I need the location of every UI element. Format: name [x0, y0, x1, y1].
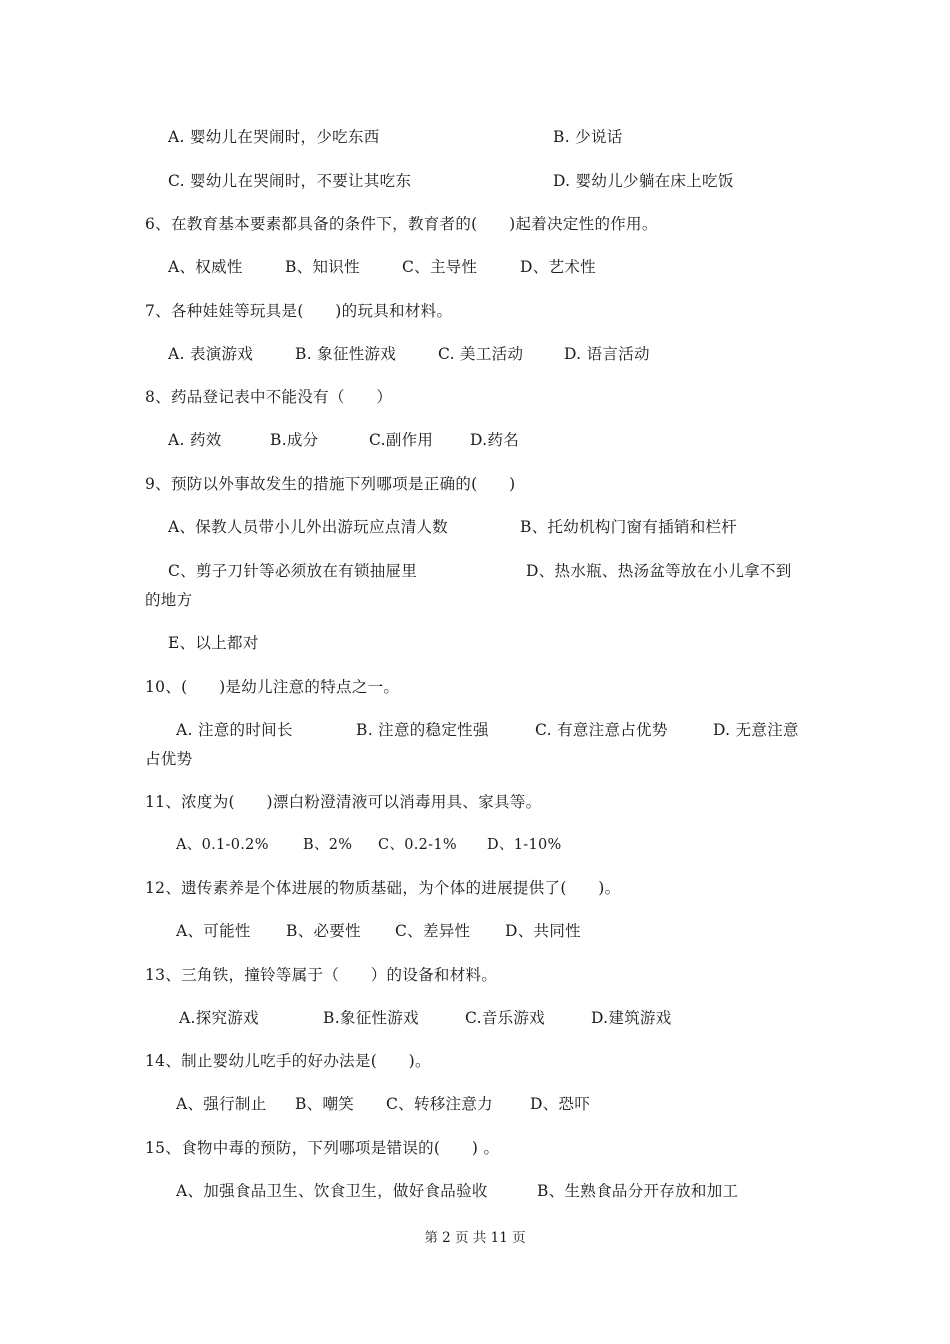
q9-option-b: B、托幼机构门窗有插销和栏杆 [520, 518, 738, 536]
q9-option-d: D、热水瓶、热汤盆等放在小儿拿不到 [526, 562, 792, 580]
q11-option-d: D、1-10% [487, 837, 562, 853]
q10-option-c: C. 有意注意占优势 [535, 721, 668, 739]
q11-stem: 11、浓度为( )漂白粉澄清液可以消毒用具、家具等。 [145, 793, 542, 811]
q14-option-a: A、强行制止 [176, 1095, 267, 1113]
q7-option-a: A. 表演游戏 [168, 345, 254, 363]
q9-option-d-continued: 的地方 [145, 591, 193, 609]
q9-option-e: E、以上都对 [168, 634, 259, 652]
q10-option-b: B. 注意的稳定性强 [356, 721, 489, 739]
q6-stem: 6、在教育基本要素都具备的条件下，教育者的( )起着决定性的作用。 [145, 215, 658, 233]
q9-option-a: A、保教人员带小儿外出游玩应点清人数 [168, 518, 449, 536]
q12-option-b: B、必要性 [286, 922, 361, 940]
q13-option-b: B.象征性游戏 [323, 1009, 419, 1027]
q14-stem: 14、制止婴幼儿吃手的好办法是( )。 [145, 1052, 431, 1070]
q13-option-c: C.音乐游戏 [465, 1009, 546, 1027]
q12-option-d: D、共同性 [505, 922, 581, 940]
q14-option-b: B、嘲笑 [295, 1095, 355, 1113]
q7-stem: 7、各种娃娃等玩具是( )的玩具和材料。 [145, 302, 453, 320]
q14-option-c: C、转移注意力 [386, 1095, 493, 1113]
q5-option-a: A. 婴幼儿在哭闹时，少吃东西 [168, 128, 380, 146]
q6-option-d: D、艺术性 [520, 258, 596, 276]
q13-option-d: D.建筑游戏 [591, 1009, 672, 1027]
q11-option-a: A、0.1-0.2% [176, 837, 269, 853]
q7-option-b: B. 象征性游戏 [295, 345, 397, 363]
q15-option-a: A、加强食品卫生、饮食卫生，做好食品验收 [176, 1182, 488, 1200]
q5-option-b: B. 少说话 [553, 128, 623, 146]
q13-option-a: A.探究游戏 [179, 1009, 259, 1027]
q9-option-c: C、剪子刀针等必须放在有锁抽屉里 [168, 562, 418, 580]
q6-option-b: B、知识性 [285, 258, 360, 276]
q8-option-c: C.副作用 [369, 431, 434, 449]
q8-option-a: A. 药效 [168, 431, 222, 449]
q10-option-a: A. 注意的时间长 [176, 721, 293, 739]
q7-option-d: D. 语言活动 [564, 345, 650, 363]
q11-option-c: C、0.2-1% [378, 837, 457, 853]
q10-stem: 10、( )是幼儿注意的特点之一。 [145, 678, 400, 696]
q12-stem: 12、遗传素养是个体进展的物质基础，为个体的进展提供了( )。 [145, 879, 621, 897]
q6-option-a: A、权威性 [168, 258, 243, 276]
q12-option-a: A、可能性 [176, 922, 251, 940]
q10-option-d: D. 无意注意 [713, 721, 799, 739]
q9-stem: 9、预防以外事故发生的措施下列哪项是正确的( ) [145, 475, 516, 493]
page-number-footer: 第 2 页 共 11 页 [424, 1230, 526, 1246]
q5-option-c: C. 婴幼儿在哭闹时，不要让其吃东 [168, 172, 412, 190]
q13-stem: 13、三角铁，撞铃等属于（ ）的设备和材料。 [145, 966, 498, 984]
q12-option-c: C、差异性 [395, 922, 471, 940]
q11-option-b: B、2% [303, 837, 353, 853]
q14-option-d: D、恐吓 [530, 1095, 591, 1113]
q7-option-c: C. 美工活动 [438, 345, 524, 363]
q15-option-b: B、生熟食品分开存放和加工 [537, 1182, 739, 1200]
q6-option-c: C、主导性 [402, 258, 478, 276]
q8-stem: 8、药品登记表中不能没有（ ） [145, 388, 393, 406]
q8-option-b: B.成分 [270, 431, 319, 449]
q10-option-d-continued: 占优势 [145, 750, 193, 768]
q15-stem: 15、食物中毒的预防，下列哪项是错误的( ) 。 [145, 1139, 500, 1157]
q5-option-d: D. 婴幼儿少躺在床上吃饭 [553, 172, 734, 190]
q8-option-d: D.药名 [470, 431, 520, 449]
